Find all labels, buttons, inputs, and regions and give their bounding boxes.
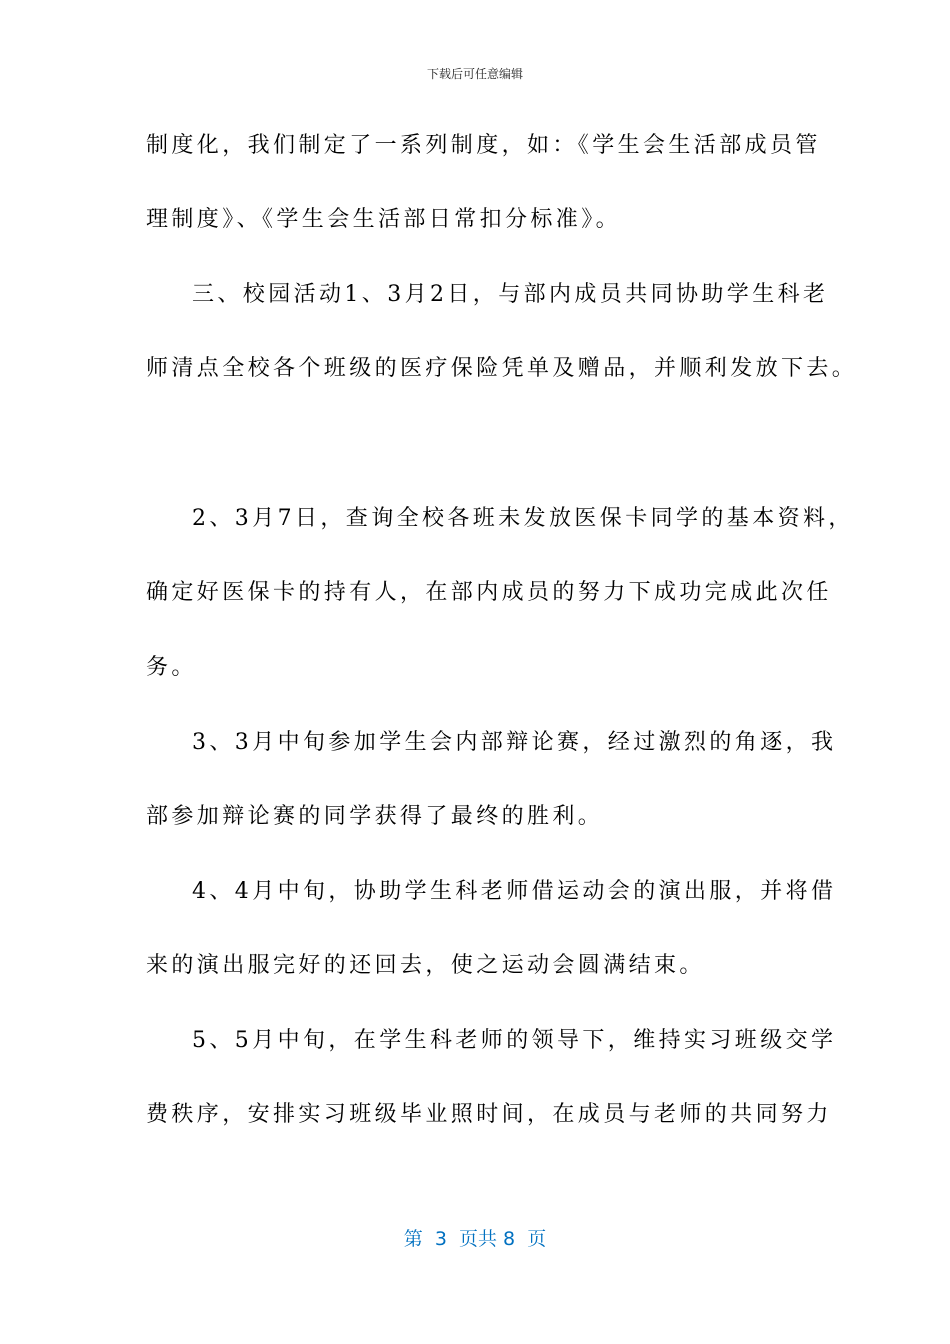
body-line: 制度化，我们制定了一系列制度，如：《学生会生活部成员管 (146, 133, 821, 158)
body-line: 部参加辩论赛的同学获得了最终的胜利。 (146, 804, 604, 829)
body-line: 理制度》、《学生会生活部日常扣分标准》。 (146, 207, 622, 232)
body-line: 确定好医保卡的持有人，在部内成员的努力下成功完成此次任 (146, 580, 832, 605)
body-line: 4、4月中旬，协助学生科老师借运动会的演出服，并将借 (192, 879, 837, 904)
body-line: 师清点全校各个班级的医疗保险凭单及赠品，并顺利发放下去。 (146, 356, 858, 381)
body-line: 三、校园活动1、3月2日，与部内成员共同协助学生科老 (192, 282, 829, 307)
body-line: 来的演出服完好的还回去，使之运动会圆满结束。 (146, 953, 705, 978)
body-line: 5、5月中旬，在学生科老师的领导下，维持实习班级交学 (192, 1028, 837, 1053)
body-line: 费秩序，安排实习班级毕业照时间，在成员与老师的共同努力 (146, 1102, 832, 1127)
body-line: 2、3月7日，查询全校各班未发放医保卡同学的基本资料， (192, 506, 854, 531)
page-header: 下载后可任意编辑 (426, 67, 523, 81)
body-line: 务。 (146, 655, 197, 680)
page-number-footer: 第 3 页共 8 页 (403, 1228, 547, 1250)
body-line: 3、3月中旬参加学生会内部辩论赛，经过激烈的角逐，我 (192, 730, 837, 755)
